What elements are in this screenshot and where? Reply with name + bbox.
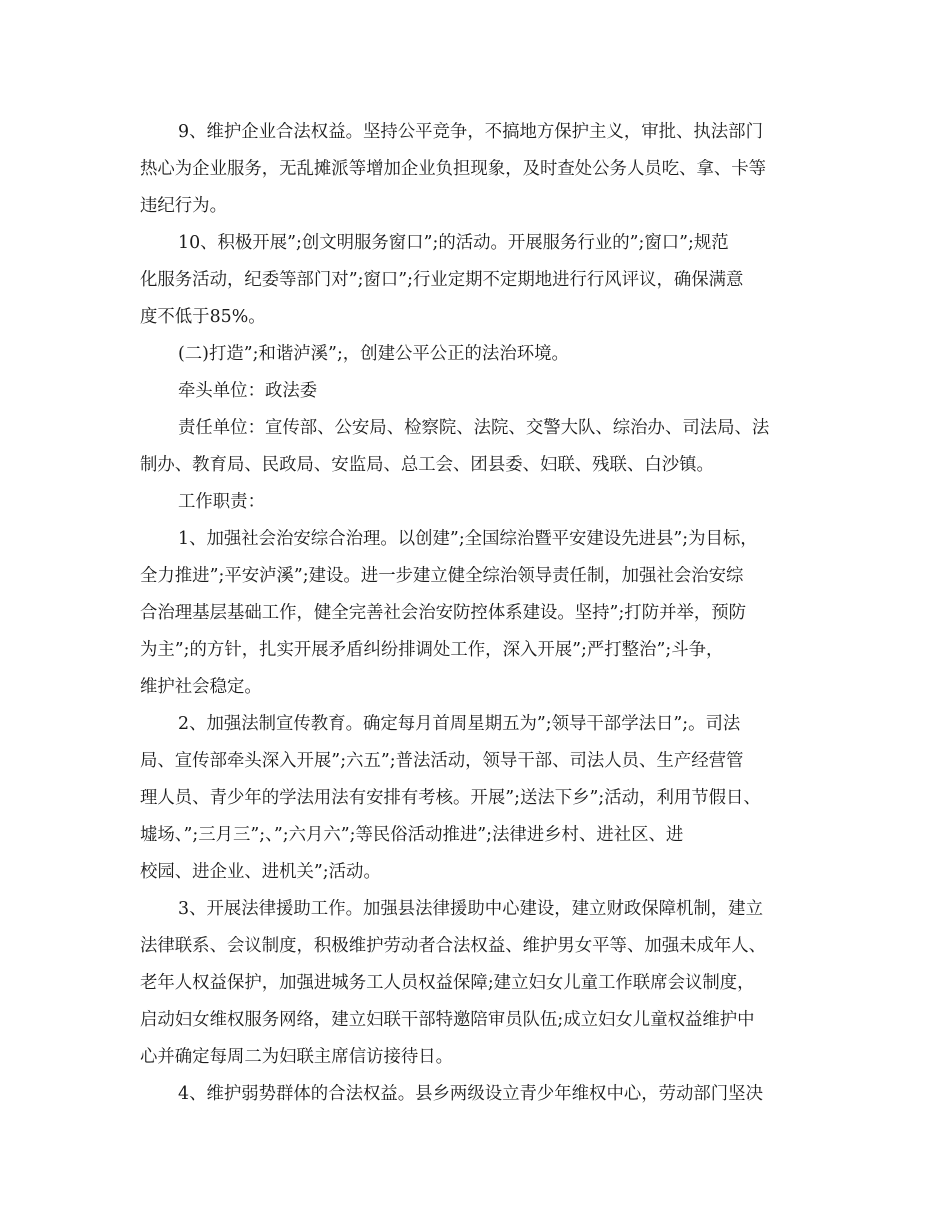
paragraph-line: 为主”;的方针，扎实开展矛盾纠纷排调处工作，深入开展”;严打整治”;斗争， (140, 640, 724, 660)
lead-unit-line: 牵头单位：政法委 (178, 381, 318, 401)
paragraph-line: 度不低于85%。 (140, 307, 266, 327)
paragraph-line: 心并确定每周二为妇联主席信访接待日。 (140, 1047, 454, 1067)
paragraph-line: 老年人权益保护，加强进城务工人员权益保障;建立妇女儿童工作联席会议制度， (140, 973, 755, 993)
paragraph-line: 1、加强社会治安综合治理。以创建”;全国综治暨平安建设先进县”;为目标， (178, 529, 758, 549)
paragraph-line: 化服务活动，纪委等部门对”;窗口”;行业定期不定期地进行行风评议，确保满意 (140, 270, 744, 290)
paragraph-line: 热心为企业服务，无乱摊派等增加企业负担现象，及时查处公务人员吃、拿、卡等 (140, 159, 767, 179)
paragraph-line: 违纪行为。 (140, 196, 227, 216)
paragraph-line: 全力推进”;平安泸溪”;建设。进一步建立健全综治领导责任制，加强社会治安综 (140, 566, 744, 586)
paragraph-line: 制办、教育局、民政局、安监局、总工会、团县委、妇联、残联、白沙镇。 (140, 455, 714, 475)
paragraph-line: 启动妇女维权服务网络，建立妇联干部特邀陪审员队伍;成立妇女儿童权益维护中 (140, 1010, 755, 1030)
responsible-units-line: 责任单位：宣传部、公安局、检察院、法院、交警大队、综治办、司法局、法 (178, 418, 770, 438)
paragraph-line: 10、积极开展”;创文明服务窗口”;的活动。开展服务行业的”;窗口”;规范 (178, 233, 729, 253)
paragraph-line: 9、维护企业合法权益。坚持公平竞争，不搞地方保护主义，审批、执法部门 (178, 122, 763, 142)
paragraph-line: 2、加强法制宣传教育。确定每月首周星期五为”;领导干部学法日”;。司法 (178, 714, 741, 734)
paragraph-line: 合治理基层基础工作，健全完善社会治安防控体系建设。坚持”;打防并举，预防 (140, 603, 747, 623)
paragraph-line: 局、宣传部牵头深入开展”;六五”;普法活动，领导干部、司法人员、生产经营管 (140, 751, 744, 771)
paragraph-line: 3、开展法律援助工作。加强县法律援助中心建设，建立财政保障机制，建立 (178, 899, 763, 919)
section-heading: (二)打造”;和谐泸溪”;，创建公平公正的法治环境。 (178, 344, 569, 364)
paragraph-line: 维护社会稳定。 (140, 677, 262, 697)
paragraph-line: 理人员、青少年的学法用法有安排有考核。开展”;送法下乡”;活动，利用节假日、 (140, 788, 761, 808)
paragraph-line: 墟场、”;三月三”;、”;六月六”;等民俗活动推进”;法律进乡村、进社区、进 (140, 825, 684, 845)
duties-label: 工作职责： (178, 492, 265, 512)
paragraph-line: 校园、进企业、进机关”;活动。 (140, 862, 381, 882)
paragraph-line: 4、维护弱势群体的合法权益。县乡两级设立青少年维权中心，劳动部门坚决 (178, 1084, 763, 1104)
paragraph-line: 法律联系、会议制度，积极维护劳动者合法权益、维护男女平等、加强未成年人、 (140, 936, 767, 956)
